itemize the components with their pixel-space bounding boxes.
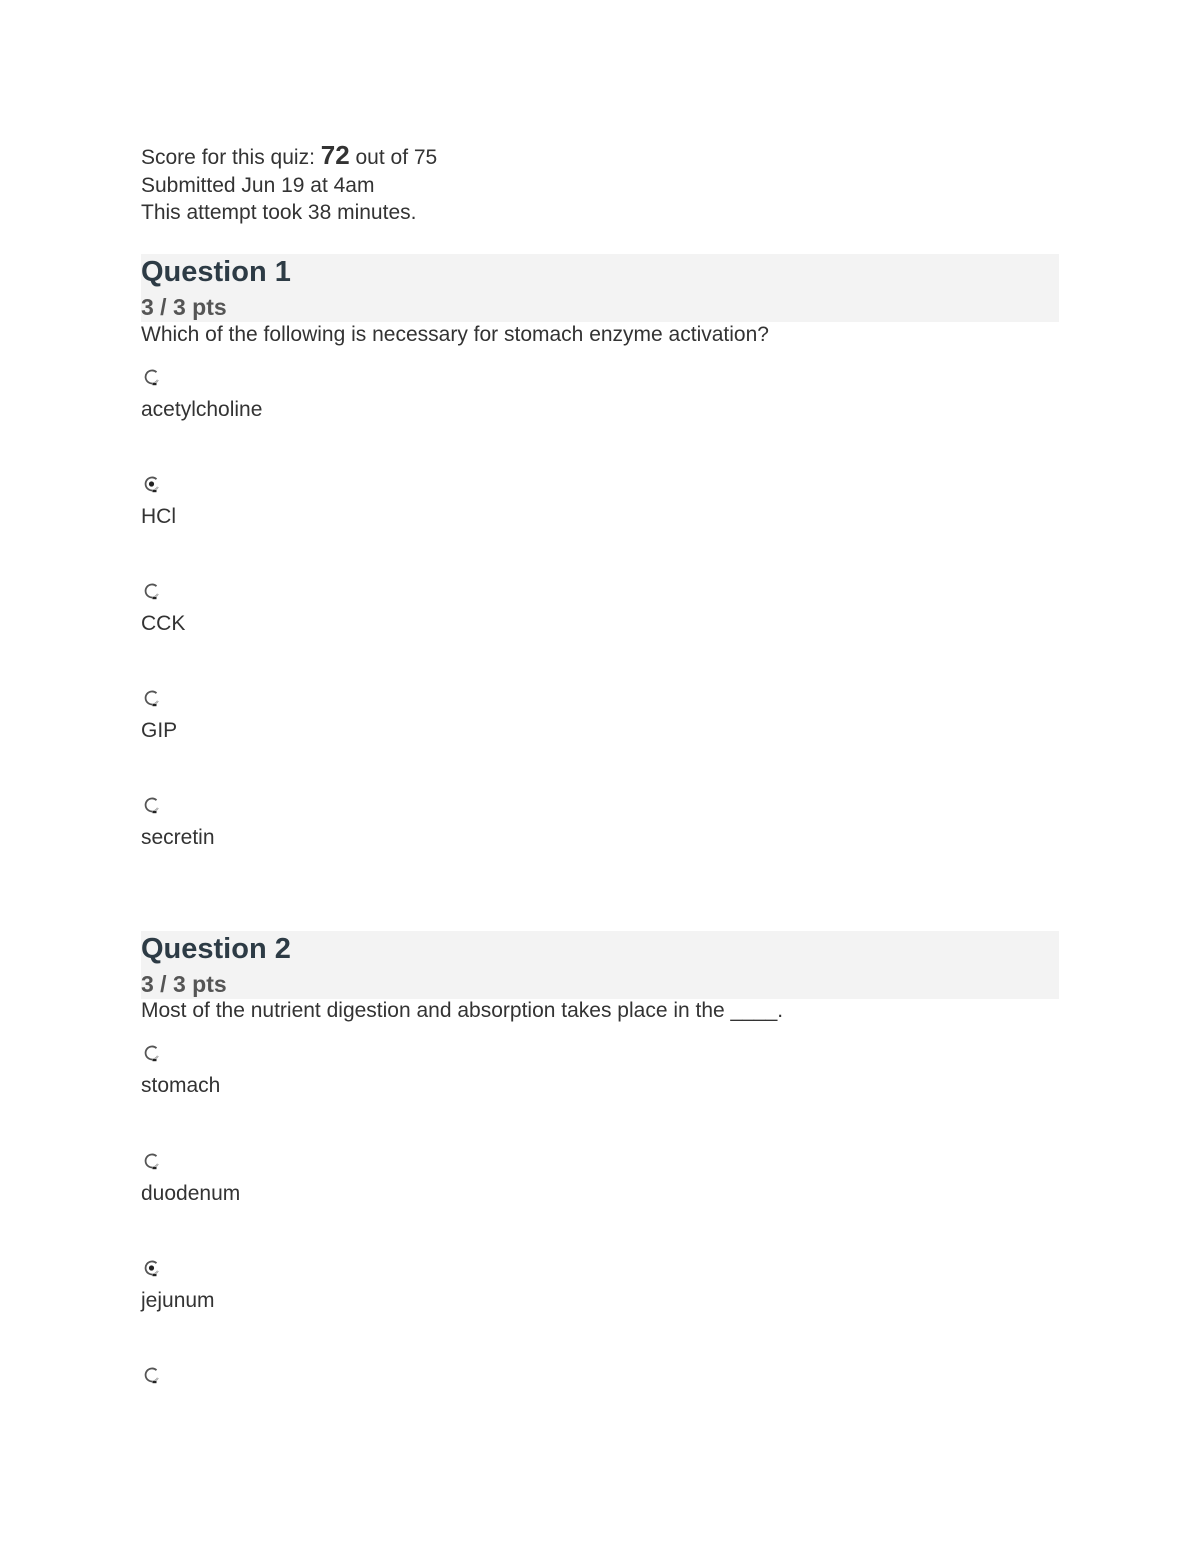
score-value: 72	[320, 140, 350, 170]
radio-icon[interactable]	[143, 1152, 161, 1170]
answer-option[interactable]	[141, 475, 841, 545]
answer-label: CCK	[141, 612, 186, 635]
answer-label: GIP	[141, 719, 178, 742]
answer-option[interactable]	[141, 1152, 841, 1222]
duration-line: This attempt took 38 minutes.	[141, 201, 417, 224]
answer-option[interactable]	[141, 1044, 841, 1114]
answer-label: duodenum	[141, 1182, 241, 1205]
question-1	[141, 254, 1059, 849]
radio-icon[interactable]	[143, 1044, 161, 1062]
radio-icon[interactable]	[143, 475, 161, 493]
answer-label: jejunum	[141, 1289, 215, 1312]
answer-option[interactable]	[141, 368, 841, 438]
answer-label: stomach	[141, 1074, 221, 1097]
radio-icon[interactable]	[143, 582, 161, 600]
answer-option[interactable]	[141, 582, 841, 652]
radio-icon[interactable]	[143, 368, 161, 386]
score-line	[141, 142, 1041, 172]
answer-label: HCl	[141, 505, 176, 528]
answer-option[interactable]	[141, 1366, 841, 1436]
question-title: Question 1	[141, 256, 291, 288]
question-header	[141, 931, 1059, 999]
radio-icon[interactable]	[143, 689, 161, 707]
score-suffix: out of 75	[349, 146, 438, 169]
answer-label: acetylcholine	[141, 398, 263, 421]
radio-icon[interactable]	[143, 1259, 161, 1277]
radio-icon[interactable]	[143, 796, 161, 814]
question-points: 3 / 3 pts	[141, 971, 227, 997]
question-header	[141, 254, 1059, 322]
question-title: Question 2	[141, 933, 291, 965]
answer-option[interactable]	[141, 689, 841, 759]
answer-option[interactable]	[141, 1259, 841, 1329]
quiz-summary	[141, 142, 1041, 227]
answer-option[interactable]	[141, 796, 841, 866]
question-text: Which of the following is necessary for stomach enzyme activation?	[141, 323, 769, 346]
answer-label: secretin	[141, 826, 215, 849]
question-points: 3 / 3 pts	[141, 294, 227, 320]
submitted-line: Submitted Jun 19 at 4am	[141, 173, 375, 197]
question-text: Most of the nutrient digestion and absorption takes place in the ____.	[141, 999, 784, 1022]
score-prefix: Score for this quiz:	[141, 146, 321, 169]
question-2	[141, 931, 1059, 1312]
radio-icon[interactable]	[143, 1366, 161, 1384]
